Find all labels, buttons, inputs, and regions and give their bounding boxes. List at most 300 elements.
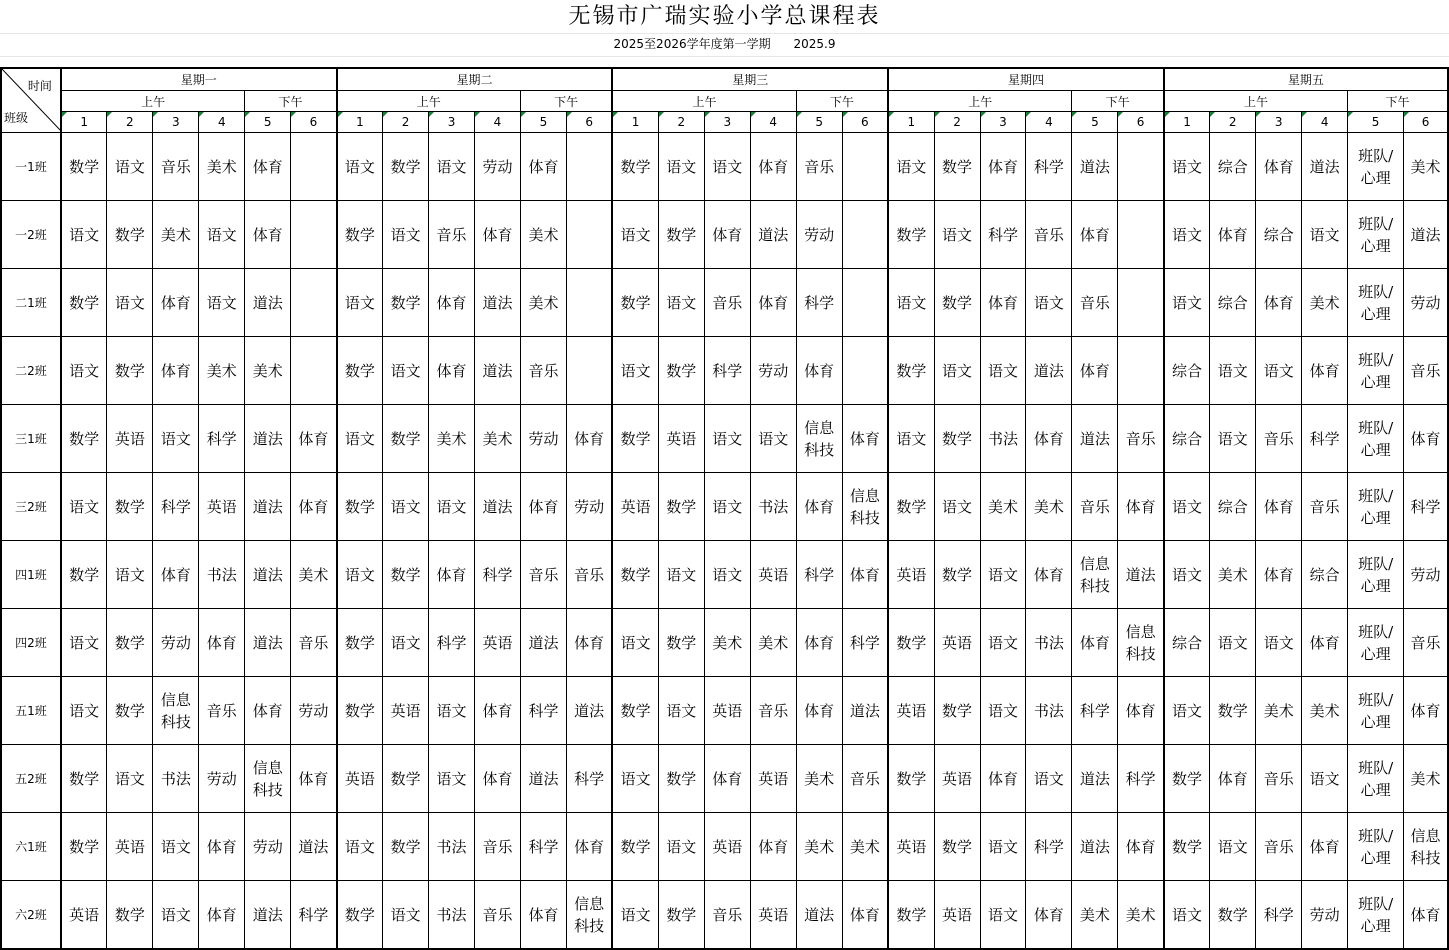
lesson-cell[interactable]: 信息 科技 [153, 677, 199, 745]
lesson-cell[interactable] [1118, 133, 1164, 201]
lesson-cell[interactable]: 数学 [337, 677, 383, 745]
lesson-cell[interactable]: 语文 [888, 269, 934, 337]
lesson-cell[interactable]: 语文 [658, 133, 704, 201]
lesson-cell[interactable]: 语文 [934, 473, 980, 541]
lesson-cell[interactable]: 体育 [796, 677, 842, 745]
lesson-cell[interactable]: 体育 [520, 133, 566, 201]
lesson-cell[interactable]: 体育 [796, 337, 842, 405]
lesson-cell[interactable]: 数学 [337, 609, 383, 677]
lesson-cell[interactable]: 数学 [107, 473, 153, 541]
lesson-cell[interactable]: 体育 [429, 337, 475, 405]
lesson-cell[interactable]: 语文 [980, 337, 1026, 405]
lesson-cell[interactable]: 数学 [934, 813, 980, 881]
lesson-cell[interactable]: 美术 [291, 541, 337, 609]
lesson-cell[interactable]: 班队/ 心理 [1348, 473, 1404, 541]
lesson-cell[interactable]: 体育 [291, 405, 337, 473]
lesson-cell[interactable]: 语文 [337, 541, 383, 609]
lesson-cell[interactable]: 数学 [934, 677, 980, 745]
lesson-cell[interactable]: 数学 [383, 269, 429, 337]
lesson-cell[interactable]: 音乐 [796, 133, 842, 201]
lesson-cell[interactable]: 数学 [383, 133, 429, 201]
lesson-cell[interactable]: 班队/ 心理 [1348, 677, 1404, 745]
lesson-cell[interactable]: 体育 [1256, 541, 1302, 609]
lesson-cell[interactable]: 音乐 [1256, 405, 1302, 473]
lesson-cell[interactable]: 体育 [704, 201, 750, 269]
lesson-cell[interactable]: 综合 [1164, 337, 1210, 405]
lesson-cell[interactable]: 语文 [429, 133, 475, 201]
lesson-cell[interactable]: 数学 [107, 337, 153, 405]
lesson-cell[interactable]: 数学 [107, 609, 153, 677]
lesson-cell[interactable]: 体育 [796, 473, 842, 541]
lesson-cell[interactable]: 数学 [107, 201, 153, 269]
lesson-cell[interactable]: 体育 [566, 813, 612, 881]
lesson-cell[interactable]: 语文 [153, 405, 199, 473]
lesson-cell[interactable]: 音乐 [1026, 201, 1072, 269]
lesson-cell[interactable]: 科学 [291, 881, 337, 950]
lesson-cell[interactable]: 体育 [291, 745, 337, 813]
lesson-cell[interactable] [566, 133, 612, 201]
lesson-cell[interactable]: 体育 [1404, 405, 1448, 473]
lesson-cell[interactable]: 音乐 [704, 881, 750, 950]
lesson-cell[interactable]: 信息 科技 [842, 473, 888, 541]
lesson-cell[interactable]: 科学 [796, 269, 842, 337]
lesson-cell[interactable]: 体育 [566, 609, 612, 677]
lesson-cell[interactable]: 道法 [1072, 405, 1118, 473]
lesson-cell[interactable]: 体育 [1302, 337, 1348, 405]
lesson-cell[interactable]: 语文 [980, 541, 1026, 609]
lesson-cell[interactable]: 音乐 [1404, 337, 1448, 405]
lesson-cell[interactable]: 科学 [1072, 677, 1118, 745]
lesson-cell[interactable]: 音乐 [1302, 473, 1348, 541]
lesson-cell[interactable]: 体育 [750, 133, 796, 201]
lesson-cell[interactable]: 语文 [1210, 337, 1256, 405]
lesson-cell[interactable]: 数学 [383, 541, 429, 609]
lesson-cell[interactable]: 语文 [704, 541, 750, 609]
lesson-cell[interactable]: 语文 [107, 745, 153, 813]
lesson-cell[interactable]: 音乐 [1072, 269, 1118, 337]
lesson-cell[interactable]: 道法 [245, 405, 291, 473]
lesson-cell[interactable]: 语文 [61, 201, 107, 269]
lesson-cell[interactable]: 数学 [934, 541, 980, 609]
lesson-cell[interactable]: 体育 [1302, 813, 1348, 881]
lesson-cell[interactable]: 数学 [658, 337, 704, 405]
lesson-cell[interactable]: 体育 [1256, 473, 1302, 541]
lesson-cell[interactable]: 音乐 [1072, 473, 1118, 541]
lesson-cell[interactable]: 语文 [1164, 201, 1210, 269]
lesson-cell[interactable]: 体育 [1072, 609, 1118, 677]
lesson-cell[interactable]: 体育 [1210, 201, 1256, 269]
lesson-cell[interactable]: 语文 [612, 745, 658, 813]
lesson-cell[interactable]: 数学 [383, 745, 429, 813]
lesson-cell[interactable]: 科学 [980, 201, 1026, 269]
lesson-cell[interactable]: 体育 [1026, 405, 1072, 473]
lesson-cell[interactable]: 道法 [245, 881, 291, 950]
lesson-cell[interactable]: 数学 [658, 745, 704, 813]
lesson-cell[interactable]: 道法 [245, 473, 291, 541]
lesson-cell[interactable]: 语文 [888, 133, 934, 201]
lesson-cell[interactable]: 语文 [888, 405, 934, 473]
lesson-cell[interactable]: 劳动 [566, 473, 612, 541]
lesson-cell[interactable]: 语文 [658, 269, 704, 337]
lesson-cell[interactable]: 书法 [199, 541, 245, 609]
lesson-cell[interactable]: 书法 [153, 745, 199, 813]
lesson-cell[interactable]: 语文 [383, 337, 429, 405]
lesson-cell[interactable]: 班队/ 心理 [1348, 201, 1404, 269]
lesson-cell[interactable]: 体育 [750, 269, 796, 337]
lesson-cell[interactable]: 体育 [475, 745, 521, 813]
lesson-cell[interactable] [291, 269, 337, 337]
lesson-cell[interactable]: 语文 [1164, 133, 1210, 201]
lesson-cell[interactable]: 综合 [1210, 133, 1256, 201]
lesson-cell[interactable]: 美术 [796, 745, 842, 813]
lesson-cell[interactable]: 美术 [1302, 677, 1348, 745]
lesson-cell[interactable]: 科学 [1404, 473, 1448, 541]
lesson-cell[interactable]: 语文 [1164, 881, 1210, 950]
lesson-cell[interactable]: 语文 [107, 269, 153, 337]
lesson-cell[interactable]: 道法 [1404, 201, 1448, 269]
lesson-cell[interactable]: 体育 [1026, 881, 1072, 950]
lesson-cell[interactable]: 数学 [612, 813, 658, 881]
lesson-cell[interactable]: 数学 [383, 813, 429, 881]
lesson-cell[interactable]: 语文 [980, 813, 1026, 881]
lesson-cell[interactable]: 劳动 [291, 677, 337, 745]
lesson-cell[interactable]: 数学 [61, 541, 107, 609]
lesson-cell[interactable]: 劳动 [1302, 881, 1348, 950]
lesson-cell[interactable]: 语文 [1026, 745, 1072, 813]
lesson-cell[interactable]: 综合 [1164, 609, 1210, 677]
lesson-cell[interactable]: 语文 [1302, 201, 1348, 269]
lesson-cell[interactable]: 语文 [1256, 337, 1302, 405]
lesson-cell[interactable]: 班队/ 心理 [1348, 745, 1404, 813]
lesson-cell[interactable]: 体育 [1118, 473, 1164, 541]
lesson-cell[interactable]: 科学 [153, 473, 199, 541]
lesson-cell[interactable]: 信息 科技 [566, 881, 612, 950]
lesson-cell[interactable]: 数学 [337, 201, 383, 269]
lesson-cell[interactable]: 体育 [796, 609, 842, 677]
lesson-cell[interactable]: 美术 [980, 473, 1026, 541]
lesson-cell[interactable]: 体育 [153, 269, 199, 337]
lesson-cell[interactable]: 音乐 [199, 677, 245, 745]
lesson-cell[interactable]: 数学 [612, 269, 658, 337]
lesson-cell[interactable]: 科学 [842, 609, 888, 677]
lesson-cell[interactable]: 数学 [337, 473, 383, 541]
lesson-cell[interactable]: 英语 [107, 813, 153, 881]
lesson-cell[interactable] [842, 201, 888, 269]
lesson-cell[interactable]: 音乐 [520, 337, 566, 405]
lesson-cell[interactable]: 体育 [199, 609, 245, 677]
lesson-cell[interactable]: 语文 [612, 881, 658, 950]
lesson-cell[interactable]: 体育 [475, 201, 521, 269]
lesson-cell[interactable]: 劳动 [475, 133, 521, 201]
lesson-cell[interactable]: 语文 [199, 201, 245, 269]
lesson-cell[interactable]: 音乐 [1256, 813, 1302, 881]
lesson-cell[interactable]: 数学 [337, 881, 383, 950]
lesson-cell[interactable]: 数学 [934, 405, 980, 473]
lesson-cell[interactable]: 美术 [1072, 881, 1118, 950]
lesson-cell[interactable]: 数学 [888, 609, 934, 677]
lesson-cell[interactable]: 语文 [1164, 677, 1210, 745]
lesson-cell[interactable]: 数学 [61, 405, 107, 473]
lesson-cell[interactable]: 道法 [1302, 133, 1348, 201]
lesson-cell[interactable]: 美术 [1302, 269, 1348, 337]
lesson-cell[interactable]: 语文 [107, 133, 153, 201]
lesson-cell[interactable]: 数学 [612, 133, 658, 201]
lesson-cell[interactable] [1118, 269, 1164, 337]
lesson-cell[interactable]: 美术 [1404, 133, 1448, 201]
lesson-cell[interactable]: 信息 科技 [1118, 609, 1164, 677]
lesson-cell[interactable]: 劳动 [153, 609, 199, 677]
lesson-cell[interactable]: 体育 [1256, 269, 1302, 337]
lesson-cell[interactable]: 数学 [934, 133, 980, 201]
lesson-cell[interactable]: 科学 [704, 337, 750, 405]
lesson-cell[interactable]: 音乐 [1404, 609, 1448, 677]
lesson-cell[interactable]: 语文 [704, 405, 750, 473]
lesson-cell[interactable] [291, 337, 337, 405]
lesson-cell[interactable]: 科学 [520, 813, 566, 881]
lesson-cell[interactable]: 语文 [429, 473, 475, 541]
lesson-cell[interactable]: 语文 [1164, 269, 1210, 337]
lesson-cell[interactable]: 语文 [980, 677, 1026, 745]
lesson-cell[interactable]: 体育 [704, 745, 750, 813]
lesson-cell[interactable]: 科学 [520, 677, 566, 745]
lesson-cell[interactable]: 信息 科技 [245, 745, 291, 813]
lesson-cell[interactable]: 语文 [153, 813, 199, 881]
lesson-cell[interactable]: 道法 [566, 677, 612, 745]
lesson-cell[interactable]: 数学 [1164, 813, 1210, 881]
lesson-cell[interactable]: 信息 科技 [1404, 813, 1448, 881]
lesson-cell[interactable]: 体育 [520, 473, 566, 541]
lesson-cell[interactable]: 美术 [520, 201, 566, 269]
lesson-cell[interactable]: 信息 科技 [796, 405, 842, 473]
lesson-cell[interactable]: 数学 [612, 405, 658, 473]
lesson-cell[interactable]: 英语 [888, 541, 934, 609]
lesson-cell[interactable]: 语文 [934, 201, 980, 269]
lesson-cell[interactable]: 美术 [475, 405, 521, 473]
lesson-cell[interactable]: 语文 [1210, 609, 1256, 677]
lesson-cell[interactable]: 数学 [658, 881, 704, 950]
lesson-cell[interactable]: 美术 [796, 813, 842, 881]
lesson-cell[interactable]: 英语 [750, 881, 796, 950]
lesson-cell[interactable]: 科学 [429, 609, 475, 677]
lesson-cell[interactable]: 科学 [566, 745, 612, 813]
lesson-cell[interactable]: 数学 [61, 745, 107, 813]
lesson-cell[interactable]: 信息 科技 [1072, 541, 1118, 609]
lesson-cell[interactable]: 班队/ 心理 [1348, 269, 1404, 337]
lesson-cell[interactable]: 英语 [704, 813, 750, 881]
lesson-cell[interactable]: 语文 [61, 677, 107, 745]
lesson-cell[interactable]: 书法 [980, 405, 1026, 473]
lesson-cell[interactable]: 英语 [337, 745, 383, 813]
lesson-cell[interactable]: 音乐 [291, 609, 337, 677]
lesson-cell[interactable]: 语文 [61, 609, 107, 677]
lesson-cell[interactable]: 语文 [1256, 609, 1302, 677]
lesson-cell[interactable]: 语文 [1164, 541, 1210, 609]
lesson-cell[interactable] [842, 269, 888, 337]
lesson-cell[interactable]: 体育 [1404, 677, 1448, 745]
lesson-cell[interactable]: 语文 [1302, 745, 1348, 813]
lesson-cell[interactable]: 语文 [337, 269, 383, 337]
lesson-cell[interactable]: 劳动 [796, 201, 842, 269]
lesson-cell[interactable]: 体育 [750, 813, 796, 881]
lesson-cell[interactable]: 体育 [429, 541, 475, 609]
lesson-cell[interactable]: 英语 [475, 609, 521, 677]
lesson-cell[interactable]: 美术 [1210, 541, 1256, 609]
lesson-cell[interactable]: 数学 [61, 813, 107, 881]
lesson-cell[interactable]: 语文 [337, 813, 383, 881]
lesson-cell[interactable]: 体育 [1210, 745, 1256, 813]
lesson-cell[interactable]: 体育 [153, 337, 199, 405]
lesson-cell[interactable]: 英语 [750, 541, 796, 609]
lesson-cell[interactable]: 数学 [612, 541, 658, 609]
lesson-cell[interactable]: 体育 [1256, 133, 1302, 201]
lesson-cell[interactable]: 数学 [888, 881, 934, 950]
lesson-cell[interactable]: 语文 [383, 881, 429, 950]
lesson-cell[interactable]: 体育 [1072, 201, 1118, 269]
lesson-cell[interactable]: 综合 [1164, 405, 1210, 473]
lesson-cell[interactable]: 劳动 [199, 745, 245, 813]
lesson-cell[interactable]: 音乐 [750, 677, 796, 745]
lesson-cell[interactable]: 数学 [1210, 881, 1256, 950]
lesson-cell[interactable]: 音乐 [475, 881, 521, 950]
lesson-cell[interactable]: 语文 [1210, 405, 1256, 473]
lesson-cell[interactable]: 美术 [1118, 881, 1164, 950]
lesson-cell[interactable]: 科学 [1026, 813, 1072, 881]
lesson-cell[interactable]: 科学 [1256, 881, 1302, 950]
lesson-cell[interactable]: 数学 [612, 677, 658, 745]
lesson-cell[interactable]: 语文 [429, 677, 475, 745]
lesson-cell[interactable]: 书法 [1026, 677, 1072, 745]
lesson-cell[interactable]: 音乐 [566, 541, 612, 609]
lesson-cell[interactable]: 数学 [658, 473, 704, 541]
lesson-cell[interactable] [291, 133, 337, 201]
lesson-cell[interactable]: 语文 [383, 201, 429, 269]
lesson-cell[interactable]: 综合 [1210, 473, 1256, 541]
lesson-cell[interactable]: 语文 [704, 473, 750, 541]
lesson-cell[interactable]: 英语 [934, 745, 980, 813]
lesson-cell[interactable]: 综合 [1256, 201, 1302, 269]
lesson-cell[interactable]: 数学 [61, 133, 107, 201]
lesson-cell[interactable]: 数学 [1164, 745, 1210, 813]
lesson-cell[interactable]: 数学 [337, 337, 383, 405]
lesson-cell[interactable]: 数学 [658, 609, 704, 677]
lesson-cell[interactable]: 美术 [1256, 677, 1302, 745]
lesson-cell[interactable]: 美术 [199, 133, 245, 201]
lesson-cell[interactable]: 体育 [153, 541, 199, 609]
lesson-cell[interactable]: 语文 [383, 473, 429, 541]
lesson-cell[interactable]: 数学 [888, 745, 934, 813]
lesson-cell[interactable]: 语文 [199, 269, 245, 337]
lesson-cell[interactable]: 体育 [1026, 541, 1072, 609]
lesson-cell[interactable]: 道法 [1072, 813, 1118, 881]
lesson-cell[interactable]: 科学 [475, 541, 521, 609]
lesson-cell[interactable]: 综合 [1302, 541, 1348, 609]
lesson-cell[interactable]: 书法 [429, 881, 475, 950]
lesson-cell[interactable]: 道法 [245, 541, 291, 609]
lesson-cell[interactable]: 音乐 [842, 745, 888, 813]
lesson-cell[interactable]: 书法 [750, 473, 796, 541]
lesson-cell[interactable]: 语文 [337, 405, 383, 473]
lesson-cell[interactable]: 英语 [107, 405, 153, 473]
lesson-cell[interactable]: 语文 [934, 337, 980, 405]
lesson-cell[interactable]: 体育 [1118, 677, 1164, 745]
lesson-cell[interactable]: 数学 [383, 405, 429, 473]
lesson-cell[interactable]: 语文 [704, 133, 750, 201]
lesson-cell[interactable]: 科学 [1302, 405, 1348, 473]
lesson-cell[interactable]: 班队/ 心理 [1348, 541, 1404, 609]
lesson-cell[interactable]: 美术 [750, 609, 796, 677]
lesson-cell[interactable]: 音乐 [429, 201, 475, 269]
lesson-cell[interactable]: 语文 [1210, 813, 1256, 881]
lesson-cell[interactable] [566, 337, 612, 405]
lesson-cell[interactable]: 体育 [1404, 881, 1448, 950]
lesson-cell[interactable]: 美术 [704, 609, 750, 677]
lesson-cell[interactable]: 语文 [658, 541, 704, 609]
lesson-cell[interactable]: 语文 [337, 133, 383, 201]
lesson-cell[interactable]: 英语 [383, 677, 429, 745]
lesson-cell[interactable]: 英语 [888, 813, 934, 881]
lesson-cell[interactable]: 体育 [245, 677, 291, 745]
lesson-cell[interactable]: 音乐 [704, 269, 750, 337]
lesson-cell[interactable]: 英语 [199, 473, 245, 541]
lesson-cell[interactable]: 班队/ 心理 [1348, 337, 1404, 405]
lesson-cell[interactable]: 书法 [1026, 609, 1072, 677]
lesson-cell[interactable]: 美术 [429, 405, 475, 473]
lesson-cell[interactable]: 道法 [1072, 133, 1118, 201]
lesson-cell[interactable]: 科学 [1118, 745, 1164, 813]
lesson-cell[interactable]: 音乐 [520, 541, 566, 609]
lesson-cell[interactable]: 语文 [658, 677, 704, 745]
lesson-cell[interactable]: 英语 [704, 677, 750, 745]
lesson-cell[interactable]: 美术 [520, 269, 566, 337]
lesson-cell[interactable]: 语文 [61, 473, 107, 541]
lesson-cell[interactable]: 数学 [1210, 677, 1256, 745]
lesson-cell[interactable]: 道法 [1118, 541, 1164, 609]
lesson-cell[interactable]: 英语 [750, 745, 796, 813]
lesson-cell[interactable]: 班队/ 心理 [1348, 405, 1404, 473]
lesson-cell[interactable]: 道法 [475, 269, 521, 337]
lesson-cell[interactable]: 体育 [980, 745, 1026, 813]
lesson-cell[interactable] [566, 269, 612, 337]
lesson-cell[interactable]: 英语 [61, 881, 107, 950]
lesson-cell[interactable]: 英语 [934, 609, 980, 677]
lesson-cell[interactable]: 综合 [1210, 269, 1256, 337]
lesson-cell[interactable]: 道法 [796, 881, 842, 950]
lesson-cell[interactable]: 美术 [842, 813, 888, 881]
lesson-cell[interactable]: 体育 [980, 133, 1026, 201]
lesson-cell[interactable]: 数学 [61, 269, 107, 337]
lesson-cell[interactable]: 道法 [1026, 337, 1072, 405]
lesson-cell[interactable]: 体育 [199, 813, 245, 881]
lesson-cell[interactable]: 语文 [980, 881, 1026, 950]
lesson-cell[interactable]: 体育 [566, 405, 612, 473]
lesson-cell[interactable]: 体育 [842, 881, 888, 950]
lesson-cell[interactable]: 语文 [980, 609, 1026, 677]
lesson-cell[interactable]: 道法 [520, 745, 566, 813]
lesson-cell[interactable]: 美术 [1404, 745, 1448, 813]
lesson-cell[interactable]: 英语 [888, 677, 934, 745]
lesson-cell[interactable]: 书法 [429, 813, 475, 881]
lesson-cell[interactable]: 语文 [1026, 269, 1072, 337]
lesson-cell[interactable]: 数学 [107, 881, 153, 950]
lesson-cell[interactable]: 语文 [429, 745, 475, 813]
lesson-cell[interactable]: 道法 [475, 473, 521, 541]
lesson-cell[interactable]: 劳动 [1404, 541, 1448, 609]
lesson-cell[interactable]: 科学 [1026, 133, 1072, 201]
lesson-cell[interactable]: 美术 [153, 201, 199, 269]
lesson-cell[interactable]: 科学 [199, 405, 245, 473]
lesson-cell[interactable]: 体育 [245, 133, 291, 201]
lesson-cell[interactable]: 数学 [888, 337, 934, 405]
